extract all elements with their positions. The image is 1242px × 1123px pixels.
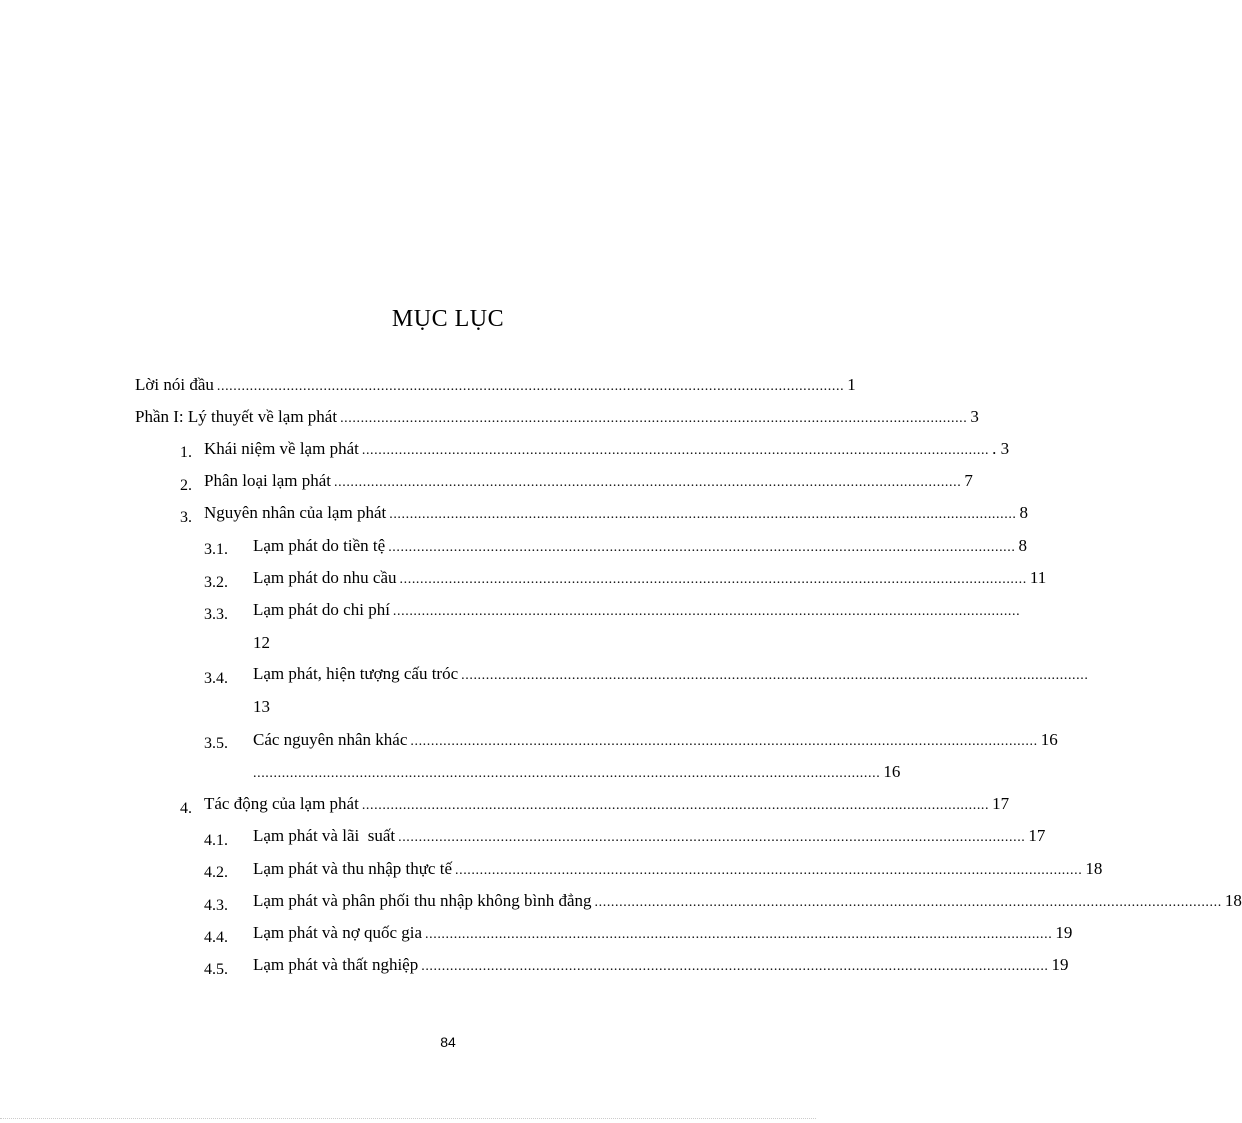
toc-entry-number: 3. — [180, 509, 192, 526]
toc-entry-page-wrapped — [253, 632, 270, 654]
leader-dots: ......................................................................................................................................................... — [361, 798, 990, 813]
toc-entry-page: 18 — [1085, 859, 1103, 878]
leader-dots: ......................................................................................................................................................... — [389, 507, 1017, 522]
leader-dots: ......................................................................................................................................................... — [388, 540, 1016, 555]
leader-dots: ......................................................................................................................................................... — [334, 475, 962, 490]
toc-entry-page: 8 — [1018, 536, 1027, 555]
toc-entry-continuation — [253, 761, 901, 783]
toc-entry — [135, 406, 979, 428]
leader-dots: ......................................................................................................................................................... — [361, 443, 990, 458]
leader-dots: ......................................................................................................................................................... — [392, 604, 1021, 619]
toc-entry-number: 4.1. — [204, 832, 228, 849]
toc-entry-label: Lạm phát và lãi suất — [253, 826, 396, 845]
toc-entry — [253, 599, 1021, 621]
leader-dots: ......................................................................................................................................................... — [340, 411, 968, 426]
toc-entry — [204, 502, 1029, 524]
toc-entry — [253, 922, 1073, 944]
toc-entry-label: Lạm phát và phân phối thu nhập không bình đẳng — [253, 891, 592, 910]
toc-entry — [253, 567, 1047, 589]
toc-entry-label: Lạm phát, hiện tượng cấu tróc — [253, 664, 459, 683]
toc-entry-number: 3.3. — [204, 606, 228, 623]
toc-entry-number: 4.3. — [204, 897, 228, 914]
toc-entry-page: 17 — [992, 794, 1010, 813]
toc-entry-label: Lạm phát và nợ quốc gia — [253, 923, 423, 942]
toc-entry-label: Lời nói đầu — [135, 375, 214, 394]
leader-dots: ......................................................................................................................................................... — [421, 959, 1049, 974]
toc-entry-number: 3.4. — [204, 670, 228, 687]
toc-title: MỤC LỤC — [391, 306, 505, 332]
leader-dots: ......................................................................................................................................................... — [594, 895, 1222, 910]
toc-entry-number: 3.1. — [204, 541, 228, 558]
leader-dots: ......................................................................................................................................................... — [410, 734, 1038, 749]
toc-entry-page: 1 — [847, 375, 856, 394]
toc-entry — [204, 793, 1010, 815]
toc-entry — [253, 535, 1027, 557]
toc-entry-page: . 3 — [992, 439, 1010, 458]
toc-entry-label: Các nguyên nhân khác — [253, 730, 408, 749]
toc-entry — [204, 470, 973, 492]
toc-entry-page: 13 — [253, 697, 270, 716]
toc-entry-page-wrapped — [253, 696, 270, 718]
leader-dots: ......................................................................................................................................................... — [455, 863, 1083, 878]
toc-entry-number: 1. — [180, 444, 192, 461]
toc-entry-number: 3.2. — [204, 574, 228, 591]
toc-entry-page: 19 — [1055, 923, 1073, 942]
toc-entry — [135, 374, 856, 396]
leader-dots: ......................................................................................................................................................... — [253, 766, 881, 781]
toc-entry-page: 7 — [964, 471, 973, 490]
toc-entry-number: 2. — [180, 477, 192, 494]
leader-dots: ......................................................................................................................................................... — [425, 927, 1053, 942]
toc-entry-label: Lạm phát và thất nghiệp — [253, 955, 419, 974]
leader-dots: ......................................................................................................................................................... — [398, 830, 1026, 845]
toc-entry-label: Phần I: Lý thuyết về lạm phát — [135, 407, 338, 426]
toc-entry-number: 4.2. — [204, 864, 228, 881]
toc-entry-page: 8 — [1019, 503, 1029, 522]
toc-entry — [253, 858, 1103, 880]
toc-entry-label: Khái niệm về lạm phát — [204, 439, 359, 458]
toc-entry-number: 4.4. — [204, 929, 228, 946]
toc-entry-page: 16 — [883, 762, 901, 781]
toc-entry-page: 11 — [1029, 568, 1047, 587]
toc-entry — [204, 438, 1010, 460]
leader-dots: ......................................................................................................................................................... — [399, 572, 1027, 587]
toc-entry — [253, 954, 1069, 976]
toc-entry-number: 4. — [180, 800, 192, 817]
toc-entry-label: Nguyên nhân của lạm phát — [204, 503, 387, 522]
toc-entry-page: 16 — [1040, 730, 1058, 749]
toc-entry-label: Tác động của lạm phát — [204, 794, 359, 813]
toc-entry — [253, 890, 1242, 912]
page-edge-divider — [0, 1118, 816, 1119]
toc-entry-page: 17 — [1028, 826, 1046, 845]
toc-entry — [253, 825, 1046, 847]
toc-entry-label: Lạm phát do chi phí — [253, 600, 390, 619]
toc-entry-label: Lạm phát và thu nhập thực tế — [253, 859, 452, 878]
toc-entry-page: 12 — [253, 633, 270, 652]
toc-entry — [253, 663, 1089, 685]
toc-entry — [253, 729, 1058, 751]
toc-entry-page: 3 — [970, 407, 979, 426]
leader-dots: ......................................................................................................................................................... — [216, 379, 845, 394]
toc-entry-page: 18 — [1224, 891, 1242, 910]
toc-entry-label: Lạm phát do nhu cầu — [253, 568, 397, 587]
toc-entry-label: Lạm phát do tiền tệ — [253, 536, 386, 555]
toc-entry-number: 3.5. — [204, 735, 228, 752]
leader-dots: ......................................................................................................................................................... — [461, 668, 1089, 683]
toc-entry-number: 4.5. — [204, 961, 228, 978]
page-number: 84 — [440, 1034, 456, 1050]
toc-entry-page: 19 — [1051, 955, 1069, 974]
toc-entry-label: Phân loại lạm phát — [204, 471, 332, 490]
